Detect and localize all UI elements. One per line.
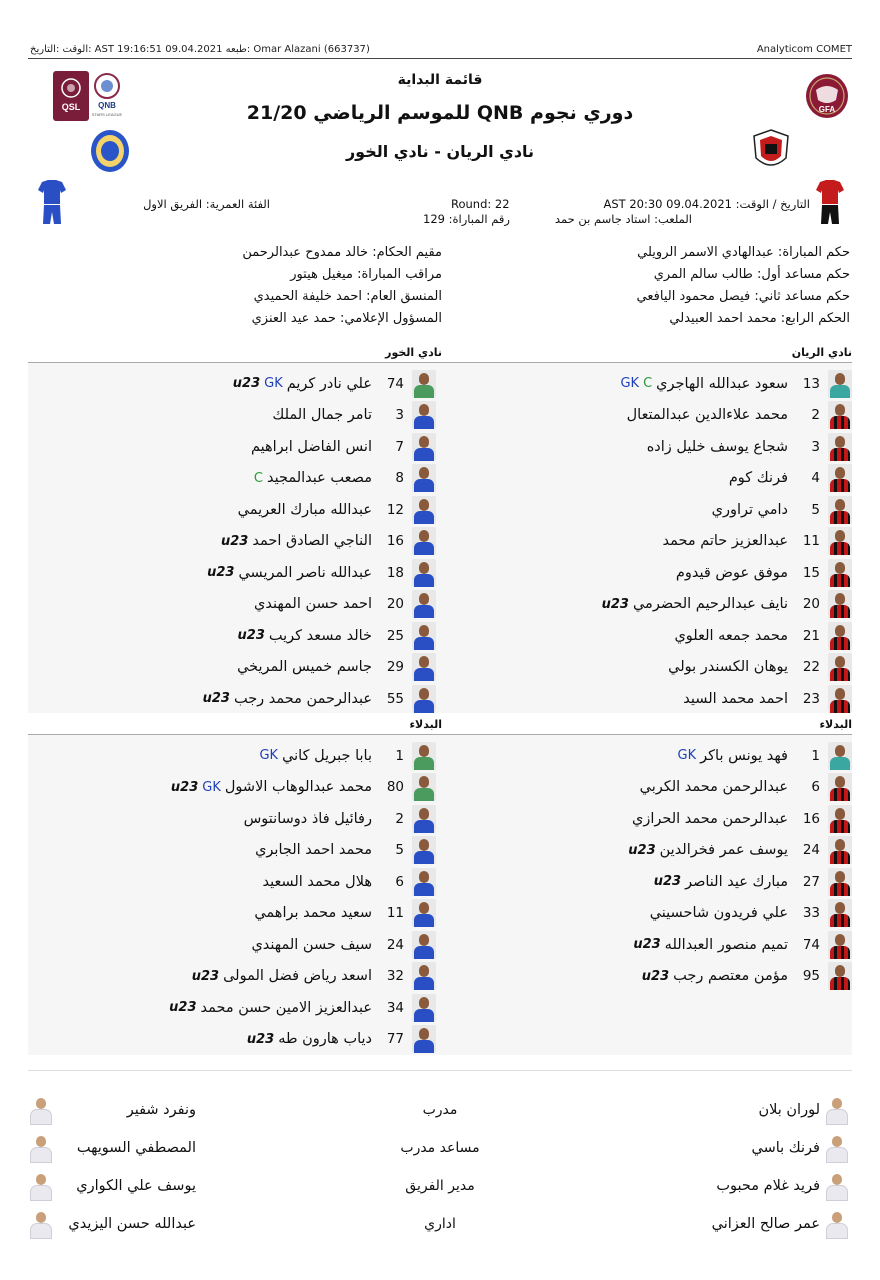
svg-text:QSL: QSL	[61, 102, 81, 112]
away-starters-list	[36, 368, 436, 715]
player-row	[36, 898, 436, 930]
player-name: مصعب عبدالمجيد	[267, 470, 372, 487]
player-row	[452, 431, 852, 463]
player-photo-icon	[412, 868, 436, 896]
player-name: خالد مسعد كريب	[268, 627, 372, 644]
player-number: 3	[811, 438, 820, 455]
player-row	[452, 929, 852, 961]
player-row	[452, 620, 852, 652]
player-name: احمد حسن المهندي	[254, 596, 372, 613]
u23-tag: u23	[653, 874, 682, 890]
away-team-label: نادي الخور	[385, 346, 442, 359]
player-number: 5	[811, 501, 820, 518]
player-number: 5	[395, 842, 404, 859]
player-number: 55	[386, 690, 404, 707]
header-rule	[28, 58, 852, 59]
staff-role: مدرب	[422, 1102, 458, 1118]
player-row	[452, 557, 852, 589]
player-name: رفائيل فاذ دوسانتوس	[243, 810, 372, 827]
c-tag: C	[643, 376, 653, 392]
player-name: عبدالعزيز حاتم محمد	[662, 533, 788, 550]
player-name: محمد احمد الجابري	[255, 842, 372, 859]
player-name: عبدالرحمن محمد رجب	[233, 690, 372, 707]
player-number: 33	[802, 905, 820, 922]
player-photo-icon	[828, 527, 852, 555]
staff-photo-icon	[824, 1210, 850, 1240]
u23-tag: u23	[601, 596, 629, 612]
u23-tag: u23	[169, 1000, 197, 1016]
u23-tag: u23	[191, 968, 220, 984]
player-photo-icon	[828, 773, 852, 801]
away-staff-name: عبدالله حسن اليزيدي	[68, 1216, 196, 1232]
player-name: دياب هارون طه	[278, 1031, 372, 1048]
away-staff-name: المصطفي السويهب	[76, 1140, 196, 1156]
player-number: 1	[395, 747, 404, 764]
player-photo-icon	[412, 433, 436, 461]
assistant-referee-1: حكم مساعد أول: طالب سالم المري	[653, 267, 850, 282]
player-photo-icon	[828, 496, 852, 524]
player-row	[452, 803, 852, 835]
player-number: 21	[802, 627, 820, 644]
gk-tag: GK	[677, 748, 697, 764]
home-subs-label: البدلاء	[819, 718, 852, 731]
player-row	[36, 494, 436, 526]
player-name: الناجي الصادق احمد	[252, 533, 372, 550]
player-name: تامر جمال الملك	[272, 407, 372, 424]
player-name: يوهان الكسندر بولي	[668, 659, 788, 676]
staff-photo-icon	[824, 1096, 850, 1126]
staff-photo-icon	[824, 1172, 850, 1202]
player-name: عبدالله ناصر المريسي	[238, 564, 372, 581]
player-row	[452, 772, 852, 804]
player-row	[36, 557, 436, 589]
staff-row	[0, 1130, 880, 1170]
player-number: 22	[802, 659, 820, 676]
player-photo-icon	[412, 836, 436, 864]
player-photo-icon	[828, 805, 852, 833]
player-row	[36, 929, 436, 961]
player-photo-icon	[412, 527, 436, 555]
u23-tag: u23	[170, 779, 199, 795]
player-photo-icon	[828, 685, 852, 713]
player-row	[36, 683, 436, 715]
away-subs-list	[36, 740, 436, 1055]
player-row	[452, 866, 852, 898]
staff-row	[0, 1092, 880, 1132]
age-group: الفئة العمرية: الفريق الاول	[143, 197, 270, 211]
player-photo-icon	[412, 370, 436, 398]
player-number: 16	[802, 810, 820, 827]
player-number: 7	[395, 438, 404, 455]
player-row	[36, 866, 436, 898]
player-row	[36, 400, 436, 432]
player-photo-icon	[412, 805, 436, 833]
player-row	[452, 835, 852, 867]
player-name: بابا جبريل كاني	[282, 747, 372, 764]
officials-left	[242, 242, 442, 330]
match-stadium: الملعب: استاد جاسم بن حمد	[554, 212, 692, 226]
league-title: دوري نجوم QNB للموسم الرياضي 21/20	[246, 102, 634, 124]
u23-tag: u23	[246, 1031, 275, 1047]
player-name: محمد جمعه العلوي	[674, 627, 788, 644]
player-name: سعود عبدالله الهاجري	[656, 375, 788, 392]
player-photo-icon	[828, 962, 852, 990]
staff-photo-icon	[28, 1172, 54, 1202]
player-name: سعيد محمد براهمي	[254, 905, 372, 922]
player-number: 20	[386, 596, 404, 613]
player-name: انس الفاضل ابراهيم	[250, 438, 372, 455]
staff-role: مساعد مدرب	[400, 1140, 480, 1156]
staff-row	[0, 1168, 880, 1208]
svg-text:GFA: GFA	[818, 105, 836, 114]
player-row	[36, 589, 436, 621]
player-name: اسعد رياض فضل المولى	[223, 968, 372, 985]
media-officer: المسؤول الإعلامي: حمد عيد العنزي	[251, 311, 442, 326]
u23-tag: u23	[207, 565, 235, 581]
player-number: 32	[386, 968, 404, 985]
player-name: مؤمن معتصم رجب	[673, 968, 788, 985]
player-photo-icon	[828, 899, 852, 927]
player-row	[452, 463, 852, 495]
player-row	[452, 526, 852, 558]
staff-role: اداري	[424, 1216, 456, 1232]
player-number: 6	[811, 779, 820, 796]
fourth-official: الحكم الرابع: محمد احمد العبيدلي	[669, 311, 850, 326]
player-photo-icon	[412, 994, 436, 1022]
player-number: 24	[386, 936, 404, 953]
u23-tag: u23	[202, 691, 230, 707]
player-row	[36, 835, 436, 867]
print-info: (663737) Omar Alazani :طبعه AST 19:16:51 09.04.2021 :الوقت :التاريخ	[30, 44, 370, 55]
u23-tag: u23	[237, 628, 265, 644]
u23-tag: u23	[221, 533, 249, 549]
player-name: سيف حسن المهندي	[251, 936, 372, 953]
player-photo-icon	[412, 962, 436, 990]
away-staff-name: يوسف علي الكواري	[76, 1178, 196, 1194]
away-subs-label: البدلاء	[409, 718, 442, 731]
player-photo-icon	[828, 622, 852, 650]
player-photo-icon	[828, 653, 852, 681]
gk-tag: GK	[259, 748, 279, 764]
player-photo-icon	[828, 559, 852, 587]
player-photo-icon	[412, 401, 436, 429]
player-name: هلال محمد السعيد	[262, 873, 372, 890]
player-number: 24	[802, 842, 820, 859]
player-number: 95	[802, 968, 820, 985]
home-staff-name: لوران بلان	[758, 1102, 820, 1118]
home-kit-icon	[816, 180, 844, 224]
player-photo-icon	[828, 433, 852, 461]
player-row	[452, 400, 852, 432]
player-row	[36, 463, 436, 495]
player-photo-icon	[828, 370, 852, 398]
u23-tag: u23	[232, 376, 261, 392]
home-staff-name: فرنك باسي	[751, 1140, 820, 1156]
player-number: 1	[811, 747, 820, 764]
player-number: 74	[386, 375, 404, 392]
player-number: 27	[802, 873, 820, 890]
u23-tag: u23	[641, 968, 670, 984]
match-round: Round: 22	[451, 197, 510, 211]
home-staff-name: عمر صالح العزاني	[711, 1216, 820, 1232]
page-top-blank	[0, 0, 880, 40]
player-photo-icon	[412, 559, 436, 587]
player-number: 8	[395, 470, 404, 487]
player-number: 80	[386, 779, 404, 796]
player-photo-icon	[412, 496, 436, 524]
player-row	[36, 961, 436, 993]
officials-right	[637, 242, 850, 330]
player-number: 34	[386, 999, 404, 1016]
home-staff-name: فريد غلام محبوب	[716, 1178, 820, 1194]
player-name: علي نادر كريم	[286, 375, 372, 392]
staff-photo-icon	[28, 1210, 54, 1240]
staff-row	[0, 1206, 880, 1246]
player-row	[36, 368, 436, 400]
player-photo-icon	[412, 742, 436, 770]
player-row	[36, 740, 436, 772]
player-number: 11	[802, 533, 820, 550]
player-photo-icon	[412, 464, 436, 492]
player-number: 15	[802, 564, 820, 581]
svg-text:QNB: QNB	[98, 101, 116, 110]
player-photo-icon	[828, 868, 852, 896]
away-staff-name: ونفرد شفير	[126, 1102, 196, 1118]
gk-tag: GK	[264, 376, 283, 392]
player-photo-icon	[412, 931, 436, 959]
player-name: علي فريدون شاحسيني	[649, 905, 788, 922]
match-date-time: التاريخ / الوقت: AST 20:30 09.04.2021	[603, 197, 810, 211]
svg-text:STARS LEAGUE: STARS LEAGUE	[91, 112, 123, 117]
player-row	[36, 652, 436, 684]
player-name: محمد علاءالدين عبدالمتعال	[626, 407, 788, 424]
player-row	[36, 620, 436, 652]
player-number: 4	[811, 470, 820, 487]
player-photo-icon	[828, 836, 852, 864]
player-name: دامي تراوري	[711, 501, 788, 518]
gk-tag: GK	[620, 376, 640, 392]
player-row	[36, 1024, 436, 1056]
player-name: فرنك كوم	[728, 470, 788, 487]
player-photo-icon	[828, 464, 852, 492]
match-number: رقم المباراة: 129	[423, 212, 510, 226]
home-starters-list	[452, 368, 852, 715]
player-row	[36, 431, 436, 463]
player-photo-icon	[412, 653, 436, 681]
match-title: نادي الريان - نادي الخور	[345, 142, 535, 161]
c-tag: C	[253, 470, 263, 486]
staff-photo-icon	[28, 1096, 54, 1126]
player-number: 16	[386, 533, 404, 550]
u23-tag: u23	[628, 842, 656, 858]
general-coordinator: المنسق العام: احمد خليفة الحميدي	[253, 289, 442, 304]
assistant-referee-2: حكم مساعد ثاني: فيصل محمود اليافعي	[636, 289, 850, 304]
player-photo-icon	[412, 622, 436, 650]
player-photo-icon	[828, 931, 852, 959]
player-name: شجاع يوسف خليل زاده	[646, 438, 788, 455]
player-photo-icon	[412, 685, 436, 713]
document-title: قائمة البداية	[397, 72, 483, 88]
player-photo-icon	[828, 590, 852, 618]
player-number: 25	[386, 627, 404, 644]
player-name: تميم منصور العبدالله	[664, 936, 788, 953]
staff-photo-icon	[28, 1134, 54, 1164]
player-row	[452, 494, 852, 526]
player-row	[452, 652, 852, 684]
player-number: 13	[802, 375, 820, 392]
player-number: 29	[386, 659, 404, 676]
player-row	[452, 589, 852, 621]
home-team-label: نادي الريان	[791, 346, 852, 359]
player-name: فهد يونس باكر	[700, 747, 788, 764]
player-photo-icon	[412, 590, 436, 618]
player-number: 2	[811, 407, 820, 424]
u23-tag: u23	[633, 937, 661, 953]
player-name: عبدالله مبارك العريمي	[237, 501, 372, 518]
player-name: نايف عبدالرحيم الحضرمي	[632, 596, 788, 613]
player-row	[452, 740, 852, 772]
player-row	[452, 368, 852, 400]
player-number: 2	[395, 810, 404, 827]
system-name: Analyticom COMET	[756, 44, 852, 55]
player-name: موفق عوض قيدوم	[675, 564, 788, 581]
player-photo-icon	[412, 773, 436, 801]
player-name: عبدالرحمن محمد الحرازي	[632, 810, 788, 827]
player-name: عبدالعزيز الامين حسن محمد	[200, 999, 372, 1016]
player-number: 77	[386, 1031, 404, 1048]
player-number: 20	[802, 596, 820, 613]
away-kit-icon	[38, 180, 66, 224]
player-number: 3	[395, 407, 404, 424]
player-photo-icon	[828, 742, 852, 770]
player-photo-icon	[828, 401, 852, 429]
home-subs-list	[452, 740, 852, 992]
player-name: مبارك عيد الناصر	[685, 873, 788, 890]
player-number: 18	[386, 564, 404, 581]
player-name: محمد عبدالوهاب الاشول	[224, 779, 372, 796]
player-row	[36, 526, 436, 558]
gk-tag: GK	[202, 779, 221, 795]
referee: حكم المباراة: عبدالهادي الاسمر الرويلي	[637, 245, 850, 260]
player-number: 12	[386, 501, 404, 518]
staff-rule	[28, 1070, 852, 1071]
staff-role: مدير الفريق	[405, 1178, 475, 1194]
player-row	[452, 961, 852, 993]
player-name: يوسف عمر فخرالدين	[659, 842, 788, 859]
player-row	[36, 772, 436, 804]
player-row	[452, 683, 852, 715]
player-row	[452, 898, 852, 930]
player-name: عبدالرحمن محمد الكربي	[639, 779, 788, 796]
player-number: 74	[802, 936, 820, 953]
player-number: 23	[802, 690, 820, 707]
player-row	[36, 803, 436, 835]
match-commissioner: مراقب المباراة: ميغيل هيتور	[290, 267, 442, 282]
player-row	[36, 992, 436, 1024]
staff-photo-icon	[824, 1134, 850, 1164]
player-name: جاسم خميس المريخي	[237, 659, 372, 676]
player-name: احمد محمد السيد	[683, 690, 788, 707]
player-photo-icon	[412, 1025, 436, 1053]
player-number: 11	[386, 905, 404, 922]
player-number: 6	[395, 873, 404, 890]
player-photo-icon	[412, 899, 436, 927]
referee-assessor: مقيم الحكام: خالد ممدوح عبدالرحمن	[242, 245, 442, 260]
